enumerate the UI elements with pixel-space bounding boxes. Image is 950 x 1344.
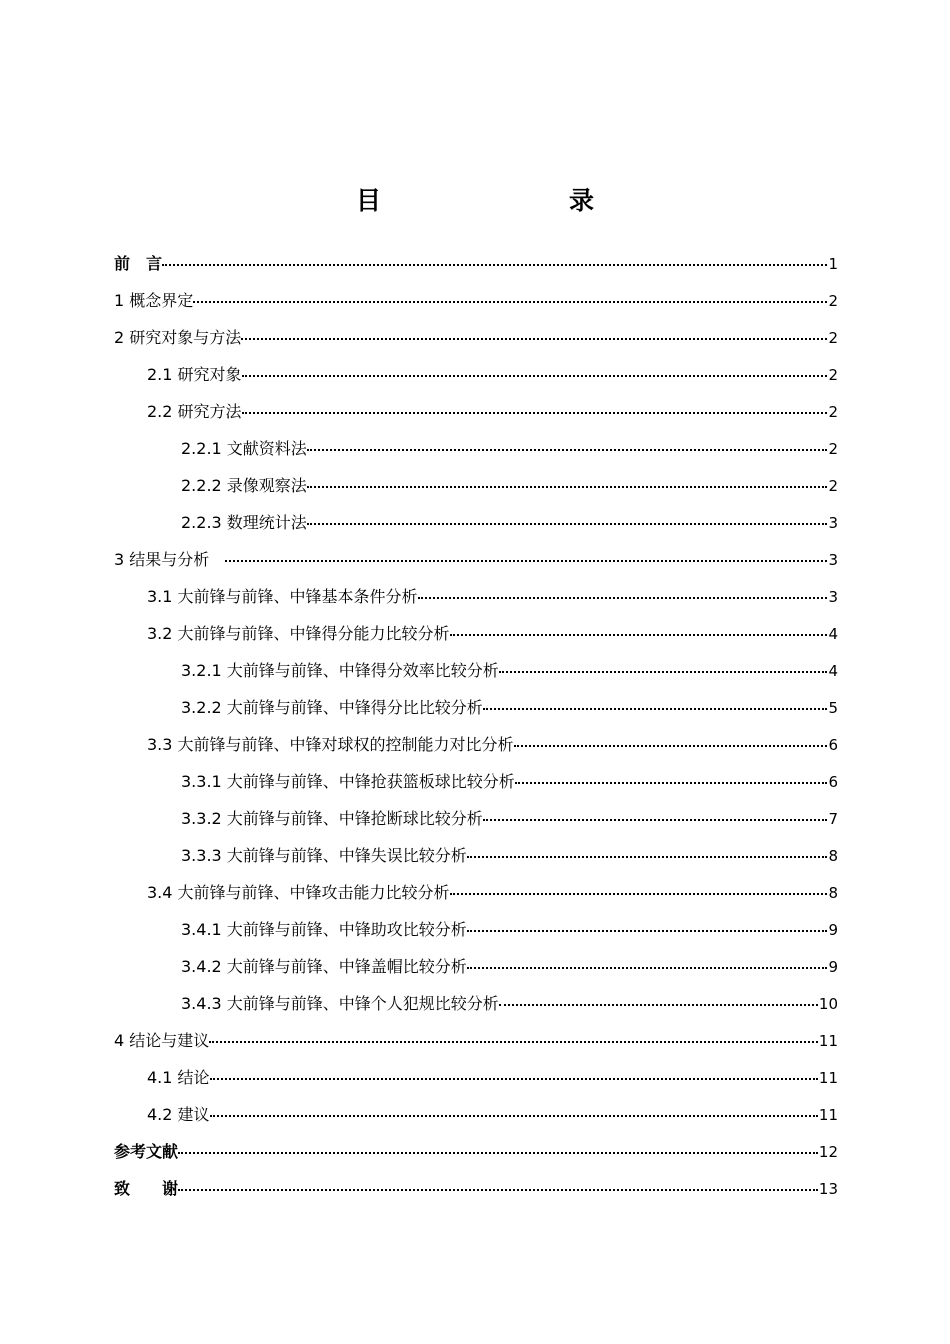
toc-entry[interactable]: [114, 911, 838, 948]
toc-entry-label: 2.1 研究对象: [147, 365, 242, 384]
toc-entry-label: 3.2.1 大前锋与前锋、中锋得分效率比较分析: [181, 661, 499, 680]
toc-page-number: 2: [828, 477, 838, 495]
toc-entry[interactable]: [114, 282, 838, 319]
toc-entry[interactable]: [114, 393, 838, 430]
toc-page-number: 3: [828, 588, 838, 606]
toc-page-number: 13: [818, 1180, 838, 1198]
toc-entry[interactable]: [114, 837, 838, 874]
toc-page-number: 6: [828, 736, 838, 754]
toc-leader-dots: [499, 1004, 818, 1006]
toc-entry[interactable]: [114, 1059, 838, 1096]
toc-leader-dots: [225, 560, 827, 562]
toc-entry[interactable]: [114, 948, 838, 985]
toc-entry-label: 3 结果与分析: [114, 550, 226, 569]
toc-entry[interactable]: [114, 800, 838, 837]
toc-page-number: 2: [828, 440, 838, 458]
toc-leader-dots: [467, 856, 828, 858]
toc-page-number: 5: [828, 699, 838, 717]
toc-leader-dots: [307, 523, 828, 525]
toc-entry[interactable]: [114, 985, 838, 1022]
toc-leader-dots: [242, 412, 828, 414]
toc-entry[interactable]: [114, 319, 838, 356]
toc-leader-dots: [515, 782, 828, 784]
toc-leader-dots: [450, 634, 828, 636]
toc-entry[interactable]: [114, 874, 838, 911]
toc-entry-label: 3.3.1 大前锋与前锋、中锋抢获篮板球比较分析: [181, 772, 515, 791]
toc-entry[interactable]: [114, 652, 838, 689]
toc-entry[interactable]: [114, 1133, 838, 1170]
toc-leader-dots: [514, 745, 828, 747]
toc-page-number: 9: [828, 958, 838, 976]
toc-page-number: 8: [828, 884, 838, 902]
toc-entry-label: 2.2 研究方法: [147, 402, 242, 421]
toc-entry-label: 3.4.3 大前锋与前锋、中锋个人犯规比较分析: [181, 994, 499, 1013]
toc-leader-dots: [209, 1041, 818, 1043]
toc-entry-label: 2 研究对象与方法: [114, 328, 242, 347]
toc-entry-label: 2.2.3 数理统计法: [181, 513, 307, 532]
toc-title: 目 录: [355, 186, 640, 215]
toc-page-number: 11: [818, 1106, 838, 1124]
toc-page-number: 6: [828, 773, 838, 791]
toc-page-number: 12: [818, 1143, 838, 1161]
toc-entry-label: 4.2 建议: [147, 1105, 210, 1124]
toc-entry[interactable]: [114, 1170, 838, 1207]
toc-page-number: 1: [828, 255, 838, 273]
toc-entry-label: 2.2.2 录像观察法: [181, 476, 307, 495]
toc-leader-dots: [193, 301, 827, 303]
toc-page-number: 2: [828, 366, 838, 384]
toc-page-number: 3: [828, 514, 838, 532]
toc-leader-dots: [178, 1152, 818, 1154]
toc-page-number: 2: [828, 329, 838, 347]
toc-page-number: 9: [828, 921, 838, 939]
toc-entry-label: 3.2 大前锋与前锋、中锋得分能力比较分析: [147, 624, 450, 643]
toc-leader-dots: [307, 449, 828, 451]
toc-leader-dots: [162, 264, 827, 266]
toc-entry-label: 3.4 大前锋与前锋、中锋攻击能力比较分析: [147, 883, 450, 902]
toc-entry-label: 2.2.1 文献资料法: [181, 439, 307, 458]
toc-page-number: 4: [828, 625, 838, 643]
toc-entry-label: 3.3.3 大前锋与前锋、中锋失误比较分析: [181, 846, 467, 865]
toc-entry[interactable]: [114, 430, 838, 467]
toc-entry[interactable]: [114, 1022, 838, 1059]
toc-entry[interactable]: [114, 726, 838, 763]
toc-page-number: 11: [818, 1032, 838, 1050]
toc-list: [114, 245, 838, 1207]
toc-leader-dots: [210, 1078, 818, 1080]
toc-page-number: 3: [828, 551, 838, 569]
toc-entry[interactable]: [114, 1096, 838, 1133]
toc-page-number: 2: [828, 292, 838, 310]
toc-entry[interactable]: [114, 467, 838, 504]
toc-leader-dots: [210, 1115, 818, 1117]
toc-entry-label: 3.1 大前锋与前锋、中锋基本条件分析: [147, 587, 418, 606]
toc-entry[interactable]: [114, 504, 838, 541]
toc-leader-dots: [450, 893, 828, 895]
toc-leader-dots: [178, 1189, 818, 1191]
toc-leader-dots: [467, 967, 828, 969]
toc-page-number: 2: [828, 403, 838, 421]
toc-entry[interactable]: [114, 541, 838, 578]
toc-leader-dots: [483, 819, 828, 821]
toc-entry-label: 4.1 结论: [147, 1068, 210, 1087]
toc-entry-label: 3.2.2 大前锋与前锋、中锋得分比比较分析: [181, 698, 483, 717]
toc-page-number: 7: [828, 810, 838, 828]
toc-leader-dots: [242, 375, 828, 377]
toc-entry-label: 3.3.2 大前锋与前锋、中锋抢断球比较分析: [181, 809, 483, 828]
toc-leader-dots: [499, 671, 828, 673]
toc-entry[interactable]: [114, 763, 838, 800]
toc-page-number: 8: [828, 847, 838, 865]
toc-entry[interactable]: [114, 578, 838, 615]
toc-entry-label: 参考文献: [114, 1142, 179, 1161]
toc-entry-label: 3.3 大前锋与前锋、中锋对球权的控制能力对比分析: [147, 735, 514, 754]
toc-leader-dots: [418, 597, 828, 599]
toc-entry[interactable]: [114, 689, 838, 726]
toc-entry-label: 4 结论与建议: [114, 1031, 210, 1050]
toc-entry-label: 3.4.1 大前锋与前锋、中锋助攻比较分析: [181, 920, 467, 939]
toc-leader-dots: [241, 338, 827, 340]
toc-entry[interactable]: [114, 615, 838, 652]
toc-leader-dots: [307, 486, 828, 488]
toc-entry[interactable]: [114, 356, 838, 393]
toc-entry[interactable]: [114, 245, 838, 282]
toc-entry-label: 致 谢: [114, 1179, 179, 1198]
toc-page-number: 10: [818, 995, 838, 1013]
toc-entry-label: 3.4.2 大前锋与前锋、中锋盖帽比较分析: [181, 957, 467, 976]
toc-page-number: 11: [818, 1069, 838, 1087]
toc-page-number: 4: [828, 662, 838, 680]
toc-entry-label: 1 概念界定: [114, 291, 194, 310]
toc-leader-dots: [483, 708, 828, 710]
toc-entry-label: 前 言: [114, 254, 163, 273]
toc-leader-dots: [467, 930, 828, 932]
